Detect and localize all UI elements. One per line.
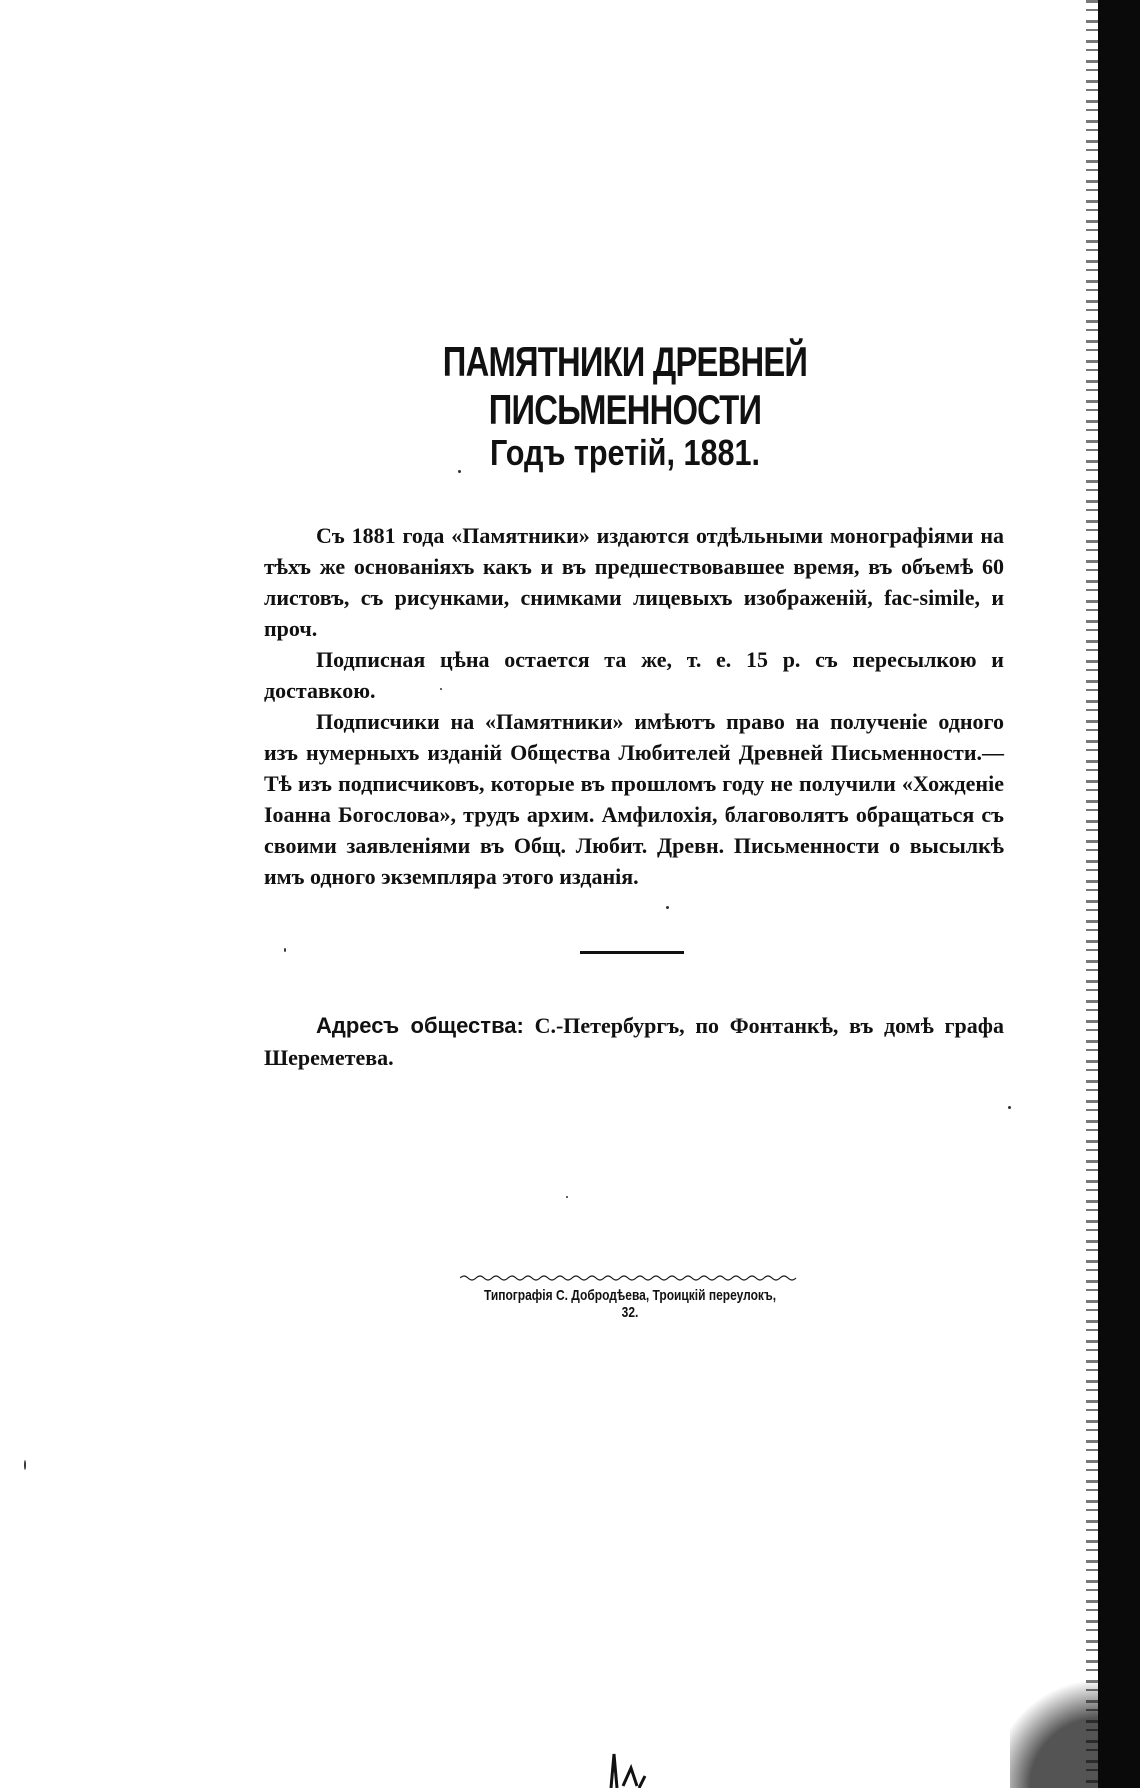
paragraph-price: Подписная цѣна остается та же, т. е. 15 р. съ пересылкою и доставкою. — [264, 647, 1004, 703]
scan-speck — [1008, 1106, 1011, 1109]
paragraph-subscribers: Подписчики на «Памятники» имѣютъ право на полученіе одного изъ нумерныхъ изданій Общества Любителей Древней Письменности.—Тѣ изъ подписчиковъ, которые въ прошломъ году не получили «Хожденіе Іоанна Богослова», трудъ архим. Амфилохія, благоволятъ обращаться съ своими заявленіями въ Общ. Любит. Древн. Письменности о высылкѣ имъ одного экземпляра этого изданія. — [264, 709, 1004, 889]
page-title: ПАМЯТНИКИ ДРЕВНЕЙ ПИСЬМЕННОСТИ — [442, 338, 808, 433]
year-line: Годъ третій, 1881. — [489, 432, 761, 473]
address-text: С.-Петербургъ, по Фонтанкѣ, въ домѣ графа Шереметева. — [264, 1013, 1004, 1070]
scan-corner-shadow — [1010, 1638, 1100, 1788]
scan-speck — [458, 470, 461, 473]
scan-speck — [566, 1196, 568, 1198]
scan-speck — [666, 906, 669, 909]
scan-speck — [284, 948, 286, 952]
scan-speck — [24, 1460, 26, 1470]
address-label: Адресъ общества: — [316, 1013, 524, 1038]
scan-edge-right — [1098, 0, 1140, 1788]
scan-edge-ragged — [1086, 0, 1100, 1788]
wavy-ornament-line — [460, 1274, 800, 1282]
paragraph-publication: Съ 1881 года «Памятники» издаются отдѣльными монографіями на тѣхъ же основаніяхъ какъ и въ предшествовавшее время, въ объемѣ 60 листовъ, съ рисунками, снимками лицевыхъ изображеній, fac-simile, и проч. — [264, 523, 1004, 641]
divider-rule — [580, 951, 684, 954]
scan-mark — [605, 1748, 655, 1788]
society-address — [264, 1010, 1004, 1074]
printer-imprint: Типографія С. Добродѣева, Троицкій переулокъ, 32. — [483, 1287, 777, 1321]
scan-speck — [440, 688, 442, 690]
announcement-body — [264, 520, 1004, 892]
